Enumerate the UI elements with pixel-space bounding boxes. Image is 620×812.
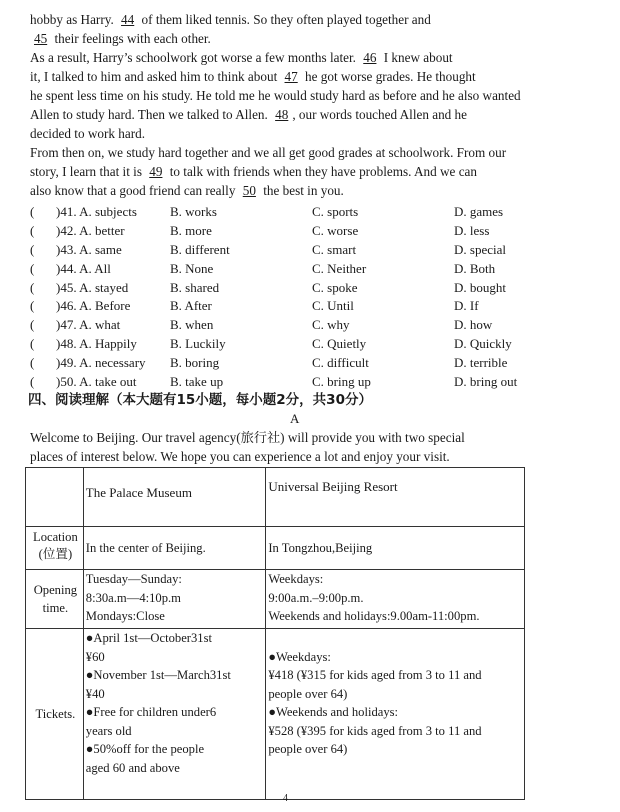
option-d: D. games bbox=[454, 204, 504, 219]
page-number: 4 bbox=[283, 793, 288, 804]
option-row bbox=[30, 260, 590, 279]
option-a: )42. A. better bbox=[56, 222, 125, 238]
passage-text: he spent less time on his study. He told me he would study hard as before and he also wanted bbox=[30, 88, 521, 103]
corner-cell bbox=[26, 468, 84, 527]
answer-paren: ( bbox=[30, 374, 35, 390]
option-d: D. If bbox=[454, 298, 479, 314]
option-row bbox=[30, 354, 590, 373]
universal-resort-header: Universal Beijing Resort bbox=[266, 468, 525, 527]
option-b: B. take up bbox=[170, 374, 224, 390]
option-a: )50. A. take out bbox=[56, 374, 137, 390]
option-c: C. smart bbox=[312, 241, 357, 257]
passage-line bbox=[30, 67, 565, 86]
passage-line bbox=[30, 143, 565, 162]
location-label-cell bbox=[26, 527, 84, 570]
answer-blank: 47 bbox=[284, 69, 298, 84]
option-c: C. why bbox=[312, 317, 350, 333]
answer-blank: 44 bbox=[121, 12, 135, 27]
answer-paren: ( bbox=[30, 279, 35, 295]
part-label: A bbox=[290, 411, 300, 426]
resort-opening bbox=[266, 570, 525, 629]
passage-line bbox=[30, 29, 565, 48]
option-d: D. Both bbox=[454, 260, 496, 276]
option-row bbox=[30, 373, 590, 392]
tickets-label: Tickets. bbox=[26, 629, 84, 800]
passage-text: hobby as Harry. bbox=[30, 12, 118, 27]
passage-text: of them liked tennis. So they often played together and bbox=[138, 12, 431, 27]
option-row bbox=[30, 335, 590, 354]
option-a: )45. A. stayed bbox=[56, 279, 129, 295]
cell-line: Weekdays: bbox=[268, 572, 324, 586]
intro-line-1: Welcome to Beijing. Our travel agency(旅行社) will provide you with two special bbox=[30, 430, 465, 445]
option-c: C. Neither bbox=[312, 260, 367, 276]
option-b: B. different bbox=[170, 241, 230, 257]
passage-text: decided to work hard. bbox=[30, 126, 145, 141]
cell-line: ¥60 bbox=[85, 649, 105, 664]
table-row bbox=[26, 468, 525, 527]
resort-tickets bbox=[266, 629, 525, 800]
option-c: C. sports bbox=[312, 204, 359, 219]
option-row bbox=[30, 222, 590, 241]
intro-line-2: places of interest below. We hope you can experience a lot and enjoy your visit. bbox=[30, 449, 450, 464]
opening-label: Opening time. bbox=[26, 570, 84, 629]
cell-line: ●April 1st—October31st bbox=[85, 631, 212, 645]
passage-line bbox=[30, 124, 565, 143]
passage-line bbox=[30, 105, 565, 124]
answer-paren: ( bbox=[30, 204, 35, 219]
answer-blank: 50 bbox=[242, 183, 256, 198]
option-d: D. Quickly bbox=[454, 336, 512, 352]
answer-blank: 45 bbox=[34, 31, 48, 46]
answer-paren: ( bbox=[30, 336, 35, 352]
cell-line: Weekends and holidays:9.00am-11:00pm. bbox=[268, 609, 480, 623]
answer-blank: 46 bbox=[363, 50, 377, 65]
option-b: B. None bbox=[170, 260, 214, 276]
palace-location: In the center of Beijing. bbox=[83, 527, 266, 570]
passage-text: , our words touched Allen and he bbox=[292, 107, 468, 122]
option-d: D. bring out bbox=[454, 374, 518, 390]
cell-line: ●50%off for the people bbox=[85, 742, 205, 756]
passage-text: Allen to study hard. Then we talked to Allen. bbox=[30, 107, 272, 122]
option-row bbox=[30, 316, 590, 335]
passage-text: the best in you. bbox=[259, 183, 344, 198]
option-a: )41. A. subjects bbox=[56, 204, 137, 219]
option-d: D. how bbox=[454, 317, 493, 333]
answer-paren: ( bbox=[30, 317, 35, 333]
passage-line bbox=[30, 162, 565, 181]
location-label-cn: (位置) bbox=[38, 547, 73, 561]
option-a: )48. A. Happily bbox=[56, 336, 137, 352]
cell-line: people over 64) bbox=[268, 686, 348, 701]
option-a: )46. A. Before bbox=[56, 298, 131, 314]
cell-line bbox=[268, 629, 524, 648]
cell-line: ●Free for children under6 bbox=[85, 705, 217, 719]
passage-line bbox=[30, 10, 565, 29]
cell-line: 9:00a.m.–9:00p.m. bbox=[268, 590, 364, 605]
option-c: C. Quietly bbox=[312, 336, 367, 352]
options-list bbox=[30, 203, 590, 392]
cell-line: Tuesday—Sunday: bbox=[85, 572, 182, 586]
passage-text: also know that a good friend can really bbox=[30, 183, 239, 198]
passage-text: story, I learn that it is bbox=[30, 164, 146, 179]
option-b: B. Luckily bbox=[170, 336, 226, 352]
option-b: B. more bbox=[170, 222, 212, 238]
option-a: )44. A. All bbox=[56, 260, 111, 276]
option-c: C. bring up bbox=[312, 374, 371, 390]
attractions-table bbox=[25, 467, 525, 800]
answer-paren: ( bbox=[30, 355, 35, 371]
cell-line: ●Weekdays: bbox=[268, 649, 331, 664]
cell-line: 8:30a.m—4:10p.m bbox=[85, 590, 181, 605]
option-row bbox=[30, 203, 590, 222]
cell-line: ¥418 (¥315 for kids aged from 3 to 11 and bbox=[268, 668, 482, 682]
cell-line: ●Weekends and holidays: bbox=[268, 705, 399, 719]
option-a: )43. A. same bbox=[56, 241, 122, 257]
passage-text: From then on, we study hard together and we all get good grades at schoolwork. From our bbox=[30, 145, 507, 160]
option-row bbox=[30, 279, 590, 298]
option-d: D. less bbox=[454, 222, 490, 238]
option-d: D. terrible bbox=[454, 355, 508, 371]
resort-location: In Tongzhou,Beijing bbox=[266, 527, 525, 570]
option-b: B. when bbox=[170, 317, 214, 333]
cell-line: years old bbox=[85, 723, 132, 738]
answer-blank: 48 bbox=[275, 107, 289, 122]
option-row bbox=[30, 297, 590, 316]
option-b: B. shared bbox=[170, 279, 220, 295]
passage-text: As a result, Harry’s schoolwork got worse a few months later. bbox=[30, 50, 360, 65]
option-b: B. works bbox=[170, 204, 217, 219]
answer-blank: 49 bbox=[149, 164, 163, 179]
passage-text: he got worse grades. He thought bbox=[301, 69, 476, 84]
passage-text: their feelings with each other. bbox=[51, 31, 211, 46]
passage-text: I knew about bbox=[380, 50, 453, 65]
option-c: C. difficult bbox=[312, 355, 369, 371]
cell-line: Mondays:Close bbox=[85, 609, 165, 623]
cell-line: ●November 1st—March31st bbox=[85, 668, 231, 682]
table-row bbox=[26, 570, 525, 629]
answer-paren: ( bbox=[30, 260, 35, 276]
option-b: B. boring bbox=[170, 355, 220, 371]
option-c: C. spoke bbox=[312, 279, 358, 295]
passage-line bbox=[30, 48, 565, 67]
option-a: )47. A. what bbox=[56, 317, 121, 333]
palace-museum-header: The Palace Museum bbox=[83, 468, 266, 527]
cell-line: aged 60 and above bbox=[85, 760, 180, 775]
palace-opening bbox=[83, 570, 266, 629]
option-c: C. worse bbox=[312, 222, 359, 238]
cell-line: people over 64) bbox=[268, 742, 348, 756]
section-heading: 四、阅读理解（本大题有15小题，每小题2分，共30分） bbox=[28, 392, 372, 408]
passage-text: to talk with friends when they have problems. And we can bbox=[166, 164, 477, 179]
passage-line bbox=[30, 181, 565, 200]
option-b: B. After bbox=[170, 298, 212, 314]
answer-paren: ( bbox=[30, 298, 35, 314]
palace-tickets bbox=[83, 629, 266, 800]
option-c: C. Until bbox=[312, 298, 354, 314]
option-d: D. bought bbox=[454, 279, 506, 295]
answer-paren: ( bbox=[30, 222, 35, 238]
passage-text: it, I talked to him and asked him to think about bbox=[30, 69, 281, 84]
table-row bbox=[26, 629, 525, 800]
cell-line: ¥40 bbox=[85, 686, 105, 701]
table-row bbox=[26, 527, 525, 570]
location-label: Location bbox=[33, 530, 78, 544]
option-d: D. special bbox=[454, 241, 506, 257]
answer-paren: ( bbox=[30, 241, 35, 257]
option-a: )49. A. necessary bbox=[56, 355, 146, 371]
option-row bbox=[30, 241, 590, 260]
cell-line: ¥528 (¥395 for kids aged from 3 to 11 and bbox=[268, 723, 482, 738]
passage-line bbox=[30, 86, 565, 105]
